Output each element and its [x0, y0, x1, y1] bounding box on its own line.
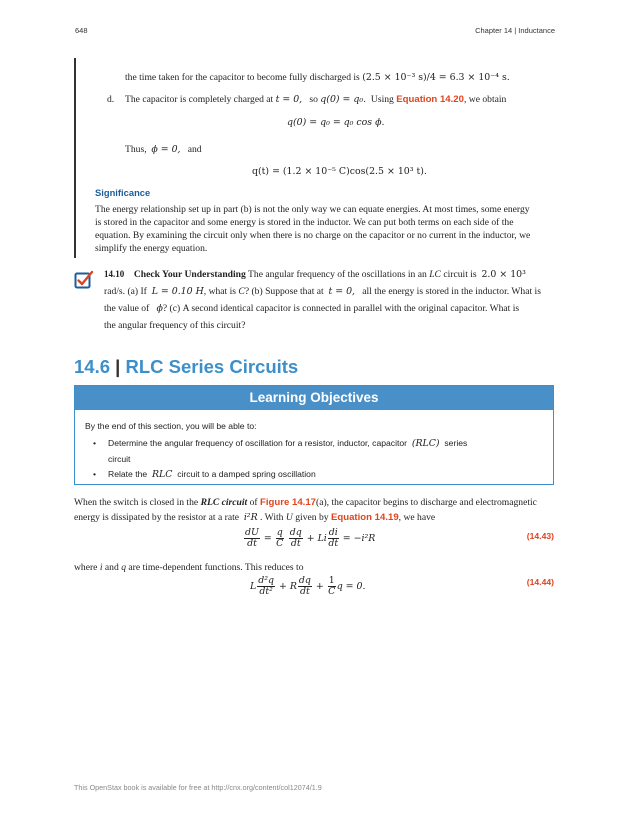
objective-item: Relate the RLC circuit to a damped spring oscillation [108, 469, 316, 480]
significance-line: equation. By examining the circuit only when there is no charge on the capacitor or no current in the inductor, we [95, 230, 531, 241]
equation-number-14-43: (14.43) [526, 531, 554, 541]
significance-line: The energy relationship set up in part (b) is not the only way we can equate energies. At most times, some energy [95, 204, 530, 215]
check-understanding-block: 14.10 Check Your Understanding The angular frequency of the oscillations in an LC circuit is 2.0 × 10³ rad/s. (a) If L = 0.10 H, what is C? (b) Suppose that at t = 0, all the energy is stored in the inductor. What is the value of ϕ? (c) A second identical capacitor is connected in parallel with the original capacitor. What is the angular frequency of this circuit? [104, 269, 541, 331]
significance-text [95, 203, 545, 255]
figure-14-17-link[interactable]: Figure 14.17 [260, 497, 317, 508]
equation-14-19-link[interactable]: Equation 14.19 [330, 512, 399, 523]
learning-objectives-box [74, 385, 554, 485]
part-d-text: The capacitor is completely charged at t = 0, so q(0) = q₀. Using Equation 14.20, we obtain [125, 94, 507, 105]
solution-line-c: the time taken for the capacitor to become fully discharged is (2.5 × 10⁻³ s)/4 = 6.3 × 10⁻⁴ s. [125, 72, 510, 83]
reduction-text: where i and q are time-dependent functions. This reduces to [74, 562, 304, 573]
rlc-circuit-term: RLC circuit [200, 497, 248, 508]
bullet-dot: • [93, 469, 97, 479]
equation-q0: q(0) = q₀ = q₀ cos ϕ. [287, 117, 385, 128]
significance-line: is stored in the capacitor and some energy is stored in the inductor. We can put both terms on each side of the [95, 217, 514, 228]
significance-heading: Significance [95, 187, 151, 198]
significance-line: simplify the energy equation. [95, 243, 208, 254]
example-sidebar-rule [74, 58, 76, 258]
equation-14-20-link[interactable]: Equation 14.20 [396, 94, 464, 105]
equation-number-14-44: (14.44) [526, 577, 554, 587]
footer-license: This OpenStax book is available for free at http://cnx.org/content/col12074/1.9 [74, 783, 322, 792]
check-number: 14.10 [104, 269, 125, 279]
page-number: 648 [75, 26, 88, 35]
objective-item-cont: circuit [108, 454, 131, 464]
bullet-dot: • [93, 438, 97, 448]
body-paragraph: When the switch is closed in the RLC circuit of Figure 14.17(a), the capacitor begins to discharge and electromagnetic energy is dissipated by the resistor at a rate i²R . With U given by Equation 14.19, we have [74, 497, 537, 523]
learning-objectives-title: Learning Objectives [75, 386, 553, 410]
objectives-intro: By the end of this section, you will be able to: [85, 421, 257, 431]
equation-14-44: L $\frac{\text{d²q}}{\text{dt²}}$ + R $\frac{dq}{dt}$ + $\frac{1}{C}$ q = 0. [250, 575, 366, 597]
check-title: Check Your Understanding [133, 269, 246, 280]
discharge-time-math: (2.5 × 10⁻³ s)/4 = 6.3 × 10⁻⁴ s. [362, 72, 510, 83]
part-d-label: d. [107, 94, 115, 105]
equation-qt: q(t) = (1.2 × 10⁻⁵ C)cos(2.5 × 10³ t). [252, 166, 427, 177]
section-title: 14.6 | RLC Series Circuits [74, 356, 299, 377]
equation-14-43: $\frac{dU}{dt}$ = $\frac{q}{C}$ $\frac{dq}{dt}$ + Li $\frac{di}{dt}$ = −i²R [245, 527, 376, 549]
objective-item: Determine the angular frequency of oscillation for a resistor, inductor, capacitor (RLC) series [108, 438, 468, 449]
checklist-icon [74, 270, 94, 290]
thus-line: Thus, ϕ = 0, and [125, 144, 202, 155]
chapter-header: Chapter 14 | Inductance [475, 26, 555, 35]
